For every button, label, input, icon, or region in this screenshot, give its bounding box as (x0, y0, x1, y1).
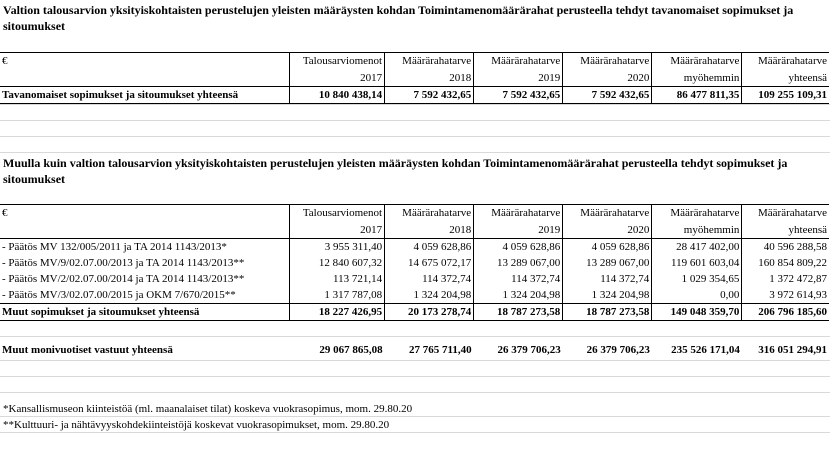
total-row (0, 304, 829, 321)
table-cell: 1 029 354,65 (652, 271, 742, 287)
table-cell: 27 765 711,40 (409, 344, 472, 356)
grid-line (0, 416, 830, 417)
grid-line (0, 120, 830, 121)
table-cell: 114 372,74 (474, 271, 563, 287)
section1-unit: € (0, 53, 289, 71)
row-label: Muut monivuotiset vastuut yhteensä (2, 344, 173, 356)
table-cell: 3 972 614,93 (742, 287, 829, 304)
row-label: - Päätös MV/3/02.07.00/2015 ja OKM 7/670/2015** (2, 289, 236, 301)
footnote: **Kulttuuri- ja nähtävyyskohdekiinteistöjä koskevat vuokrasopimukset, mom. 29.80.20 (3, 419, 390, 431)
column-header: myöhemmin (652, 70, 742, 87)
table-cell: 7 592 432,65 (385, 87, 474, 104)
footnote: *Kansallismuseon kiinteistöä (ml. maanalaiset tilat) koskeva vuokrasopimus, mom. 29.80.20 (3, 403, 413, 415)
column-header: Määrärahatarve (742, 205, 829, 223)
column-header: Määrärahatarve (652, 205, 742, 223)
column-header: yhteensä (742, 70, 829, 87)
row-label: - Päätös MV/2/02.07.00/2014 ja TA 2014 1143/2013** (2, 273, 245, 285)
table-cell: 10 840 438,14 (289, 87, 384, 104)
row-label: - Päätös MV/9/02.07.00/2013 ja TA 2014 1143/2013** (2, 257, 245, 269)
table-cell: 114 372,74 (385, 271, 474, 287)
table-cell: 13 289 067,00 (563, 255, 652, 271)
table-cell: 20 173 278,74 (385, 304, 474, 321)
column-header: 2020 (563, 70, 652, 87)
grid-line (0, 136, 830, 137)
column-header: Talousarviomenot (289, 53, 384, 71)
column-header: Määrärahatarve (563, 53, 652, 71)
section2-header-row-top (0, 205, 829, 223)
table-cell: 12 840 607,32 (289, 255, 384, 271)
table-cell: 1 372 472,87 (742, 271, 829, 287)
column-header: Määrärahatarve (474, 53, 563, 71)
section1-table (0, 52, 829, 104)
grid-line (0, 336, 830, 337)
column-header: 2019 (474, 70, 563, 87)
column-header: myöhemmin (652, 222, 742, 239)
table-row (0, 271, 829, 287)
table-cell: 13 289 067,00 (474, 255, 563, 271)
grid-line (0, 104, 830, 105)
section1-header-row-top (0, 53, 829, 71)
row-label: Tavanomaiset sopimukset ja sitoumukset yhteensä (0, 87, 289, 104)
table-cell: 109 255 109,31 (742, 87, 829, 104)
table-cell: 206 796 185,60 (742, 304, 829, 321)
row-label: Muut sopimukset ja sitoumukset yhteensä (0, 304, 289, 321)
table-cell: 4 059 628,86 (385, 239, 474, 256)
table-cell: 4 059 628,86 (563, 239, 652, 256)
column-header: 2018 (385, 222, 474, 239)
table-cell: 28 417 402,00 (652, 239, 742, 256)
table-cell: 316 051 294,91 (758, 344, 827, 356)
table-cell: 119 601 603,04 (652, 255, 742, 271)
column-header: Määrärahatarve (563, 205, 652, 223)
grid-line (0, 432, 830, 433)
grid-line (0, 376, 830, 377)
table-row (0, 87, 829, 104)
column-header: Määrärahatarve (474, 205, 563, 223)
table-cell: 18 227 426,95 (289, 304, 384, 321)
table-cell: 29 067 865,08 (319, 344, 383, 356)
table-cell: 18 787 273,58 (474, 304, 563, 321)
column-header: Määrärahatarve (742, 53, 829, 71)
column-header: 2018 (385, 70, 474, 87)
table-cell: 113 721,14 (289, 271, 384, 287)
table-cell: 26 379 706,23 (497, 344, 561, 356)
table-cell: 3 955 311,40 (289, 239, 384, 256)
table-row (0, 287, 829, 304)
grand-total-row (0, 338, 829, 358)
table-cell: 1 324 204,98 (385, 287, 474, 304)
section1-title: Valtion talousarvion yksityiskohtaisten perustelujen yleisten määräysten kohdan Toimintamenomäärärahat perusteella tehdyt tavanomaiset sopimukset ja sitoumukset (3, 3, 794, 33)
section2-title: Muulla kuin valtion talousarvion yksityiskohtaisten perustelujen yleisten määräysten kohdan Toimintamenomäärärahat perusteella tehdyt sopimukset ja sitoumukset (3, 156, 788, 186)
section2-header-row-bottom (0, 222, 829, 239)
grid-line (0, 152, 830, 153)
table-cell: 14 675 072,17 (385, 255, 474, 271)
grand-total-table (0, 338, 829, 358)
table-row (0, 255, 829, 271)
table-cell: 235 526 171,04 (671, 344, 740, 356)
grid-line (0, 360, 830, 361)
column-header: 2020 (563, 222, 652, 239)
table-cell: 160 854 809,22 (742, 255, 829, 271)
table-row (0, 239, 829, 256)
table-cell: 7 592 432,65 (563, 87, 652, 104)
section1-header-row-bottom (0, 70, 829, 87)
table-cell: 1 317 787,08 (289, 287, 384, 304)
table-cell: 4 059 628,86 (474, 239, 563, 256)
section2-unit: € (0, 205, 289, 223)
column-header: 2019 (474, 222, 563, 239)
table-cell: 18 787 273,58 (563, 304, 652, 321)
column-header: 2017 (289, 70, 384, 87)
section2-table (0, 204, 829, 321)
table-cell: 86 477 811,35 (652, 87, 742, 104)
column-header: 2017 (289, 222, 384, 239)
table-cell: 114 372,74 (563, 271, 652, 287)
grid-line (0, 392, 830, 393)
row-label: - Päätös MV 132/005/2011 ja TA 2014 1143/2013* (2, 241, 227, 253)
table-cell: 26 379 706,23 (586, 344, 650, 356)
column-header: yhteensä (742, 222, 829, 239)
table-cell: 1 324 204,98 (563, 287, 652, 304)
table-cell: 40 596 288,58 (742, 239, 829, 256)
table-cell: 7 592 432,65 (474, 87, 563, 104)
column-header: Määrärahatarve (652, 53, 742, 71)
table-cell: 149 048 359,70 (652, 304, 742, 321)
table-cell: 1 324 204,98 (474, 287, 563, 304)
column-header: Määrärahatarve (385, 53, 474, 71)
table-cell: 0,00 (652, 287, 742, 304)
column-header: Talousarviomenot (289, 205, 384, 223)
column-header: Määrärahatarve (385, 205, 474, 223)
